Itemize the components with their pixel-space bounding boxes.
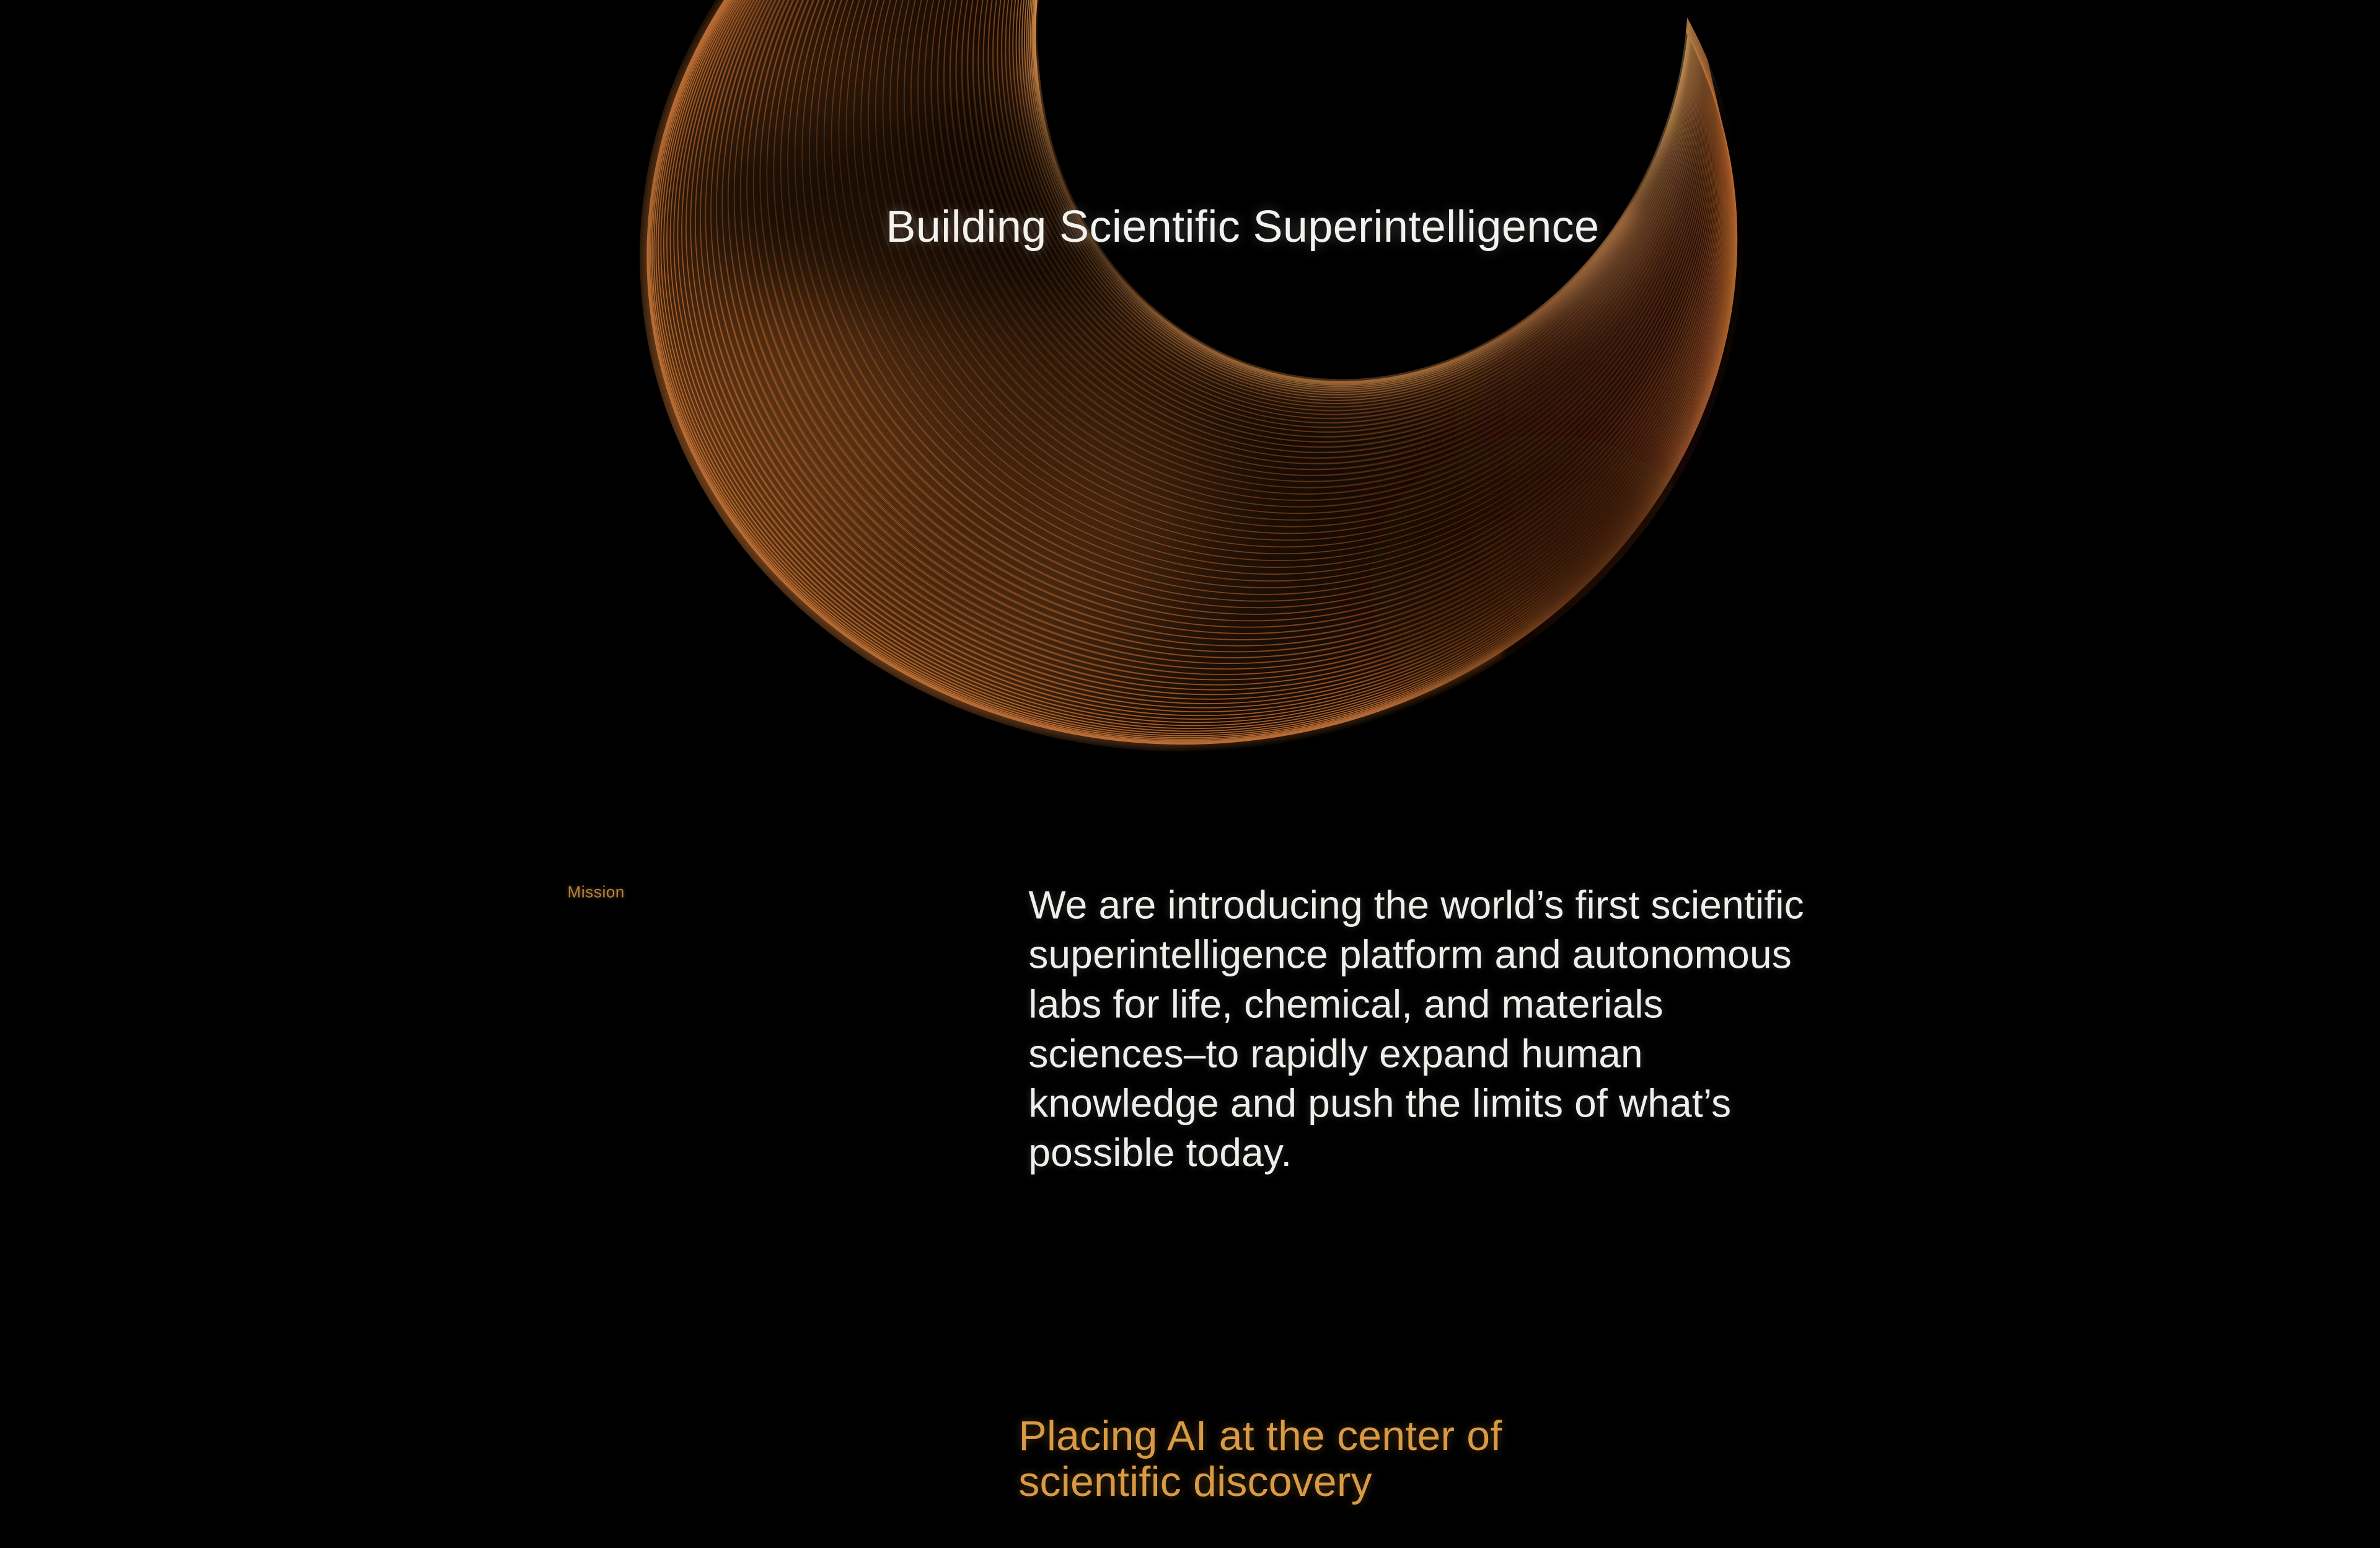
paragraph-line: superintelligence platform and autonomous	[1028, 932, 1792, 977]
paragraph-line: sciences–to rapidly expand human	[1028, 1031, 1643, 1076]
paragraph-line: knowledge and push the limits of what’s	[1028, 1081, 1732, 1126]
paragraph-line: labs for life, chemical, and materials	[1028, 981, 1664, 1027]
mission-subheading	[1018, 1414, 1502, 1506]
mission-label: Mission	[567, 882, 625, 901]
hero-headline: Building Scientific Superintelligence	[886, 201, 1600, 252]
paragraph-line: possible today.	[1028, 1130, 1292, 1175]
mission-paragraph	[1028, 880, 1804, 1177]
subheading-line: Placing AI at the center of	[1018, 1413, 1502, 1461]
subheading-line: scientific discovery	[1018, 1459, 1372, 1506]
paragraph-line: We are introducing the world’s first scientific	[1028, 882, 1804, 927]
